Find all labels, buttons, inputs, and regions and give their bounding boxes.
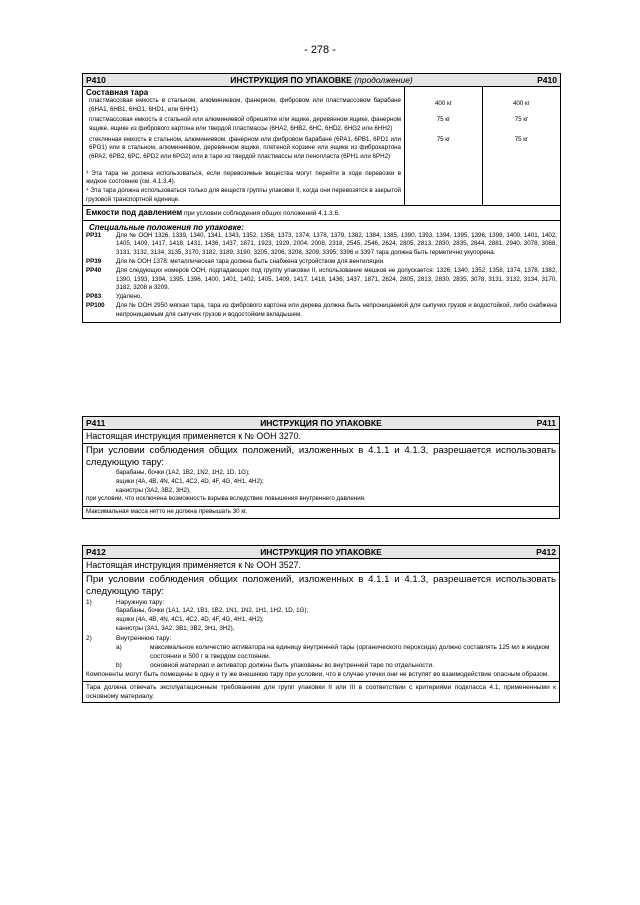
comb-row-1-v1: 400 кг <box>405 87 483 116</box>
page-number: - 278 - <box>304 44 336 56</box>
pressure-receptacles <box>83 206 561 220</box>
p410-table <box>82 73 561 323</box>
pressure-label: Емкости под давлением <box>86 208 183 218</box>
p411-item-drums: барабаны, бочки (1А2, 1В2, 1N2, 1Н2, 1D, 1G); <box>116 469 250 477</box>
p411-applies: Настоящая инструкция применяется к № ООН 3270. <box>83 430 560 444</box>
p412-applies: Настоящая инструкция применяется к № ООН 3527. <box>83 559 560 573</box>
p412-table <box>82 545 560 703</box>
p412-outer-jerricans: канистры (3А1, 3А2, 3В1, 3В2, 3Н1, 3Н2), <box>116 624 235 632</box>
comb-row-1: пластмассовая емкость в стальном, алюминиевом, фанерном, фибровом или пластмассовом барабане (6HA1, 6HB1, 6HG1, 6HD1, или 6HH1) <box>89 97 401 113</box>
special-provisions-title: Специальные положения по упаковке: <box>89 222 244 232</box>
p411-title: ИНСТРУКЦИЯ ПО УПАКОВКЕ <box>260 418 382 428</box>
p410-title: ИНСТРУКЦИЯ ПО УПАКОВКЕ (продолжение) <box>230 75 413 85</box>
footnote-3: ³ Эта тара не должна использоваться, если перевозимые вещества могут перейти в ходе перевозки в жидкое состояние (см. 4.1.3.4). <box>86 169 401 186</box>
comb-row-1-v2: 400 кг <box>483 87 561 116</box>
special-provisions <box>83 220 561 322</box>
provision-pp83: PP83 Удалено. <box>86 293 143 301</box>
p412-note-requirements: Тара должна отвечать эксплуатационным требованиям для групп упаковки II или III в соответствии с критериями подкласса 4.1, примененными к основному материалу. <box>83 681 560 702</box>
p410-header <box>83 74 561 87</box>
p411-header <box>83 417 560 430</box>
p411-max-mass: Максимальная масса нетто не должна превышать 30 кг. <box>83 507 560 519</box>
p411-item-boxes: ящики (4А, 4В, 4N, 4С1, 4С2, 4D, 4F, 4G, 4Н1, 4Н2); <box>116 478 264 486</box>
p411-intro: При условии соблюдения общих положений, изложенных в 4.1.1 и 4.1.3, разрешается использовать следующую тару: <box>86 445 556 469</box>
p412-inner-a: a) максимальное количество активатора на единицу внутренней тары (органического пероксида) должно составлять 125 мл в жидком состоянии и 500 г в твердом состоянии. <box>116 643 550 660</box>
pressure-text: при условии соблюдения общих положений 4.1.3.6. <box>182 210 340 218</box>
p412-outer-drums: барабаны, бочки (1А1, 1А2, 1В1, 1В2, 1N1, 1N2, 1Н1, 1Н2, 1D, 1G); <box>116 607 309 615</box>
comb-row-3-v1: 75 кг <box>405 135 483 206</box>
provision-pp40: PP40 Для следующих номеров ООН, подпадающих под группу упаковки II, использование мешков не допускается: 1326, 1340, 1352, 1358, 1374, 1378, 1382, 1390, 1393, 1394, 1395, 1396, 1400, 1401, 1402, 1405, 1409, 1417, 1418, 1436, 1437, 1871, 2624, 2805, 2813, 2830, 2835, 3078, 3131, 3132, 3134, 3170, 3182, 3208 и 3209. <box>86 266 557 292</box>
p411-item-jerricans: канистры (3А2, 3В2, 3Н2), <box>116 486 191 494</box>
footnote-4: ⁴ Эта тара должна использоваться только для веществ группы упаковки II, когда они перевозятся в закрытой грузовой транспортной единице. <box>86 187 401 203</box>
p412-note-components: Компоненты могут быть помещены в одну и ту же внешнюю тару при условии, что в случае утечки они не вступят во взаимодействие опасным образом. <box>86 670 550 678</box>
provision-pp100: PP100 Для № ООН 2950 мягкая тара, тара из фибрового картона или дерева должна быть непроницаемой для сыпучих грузов и водостойкой, либо снабжена непроницаемым для сыпучих грузов и водостойким вкладышем. <box>86 301 557 318</box>
p412-code-left: P412 <box>86 547 106 557</box>
comb-row-2-v1: 75 кг <box>405 115 483 134</box>
p411-code-right: P411 <box>536 418 556 428</box>
comb-row-3-v2: 75 кг <box>483 135 561 206</box>
p412-outer-label: 1) Наружную тару: <box>86 599 165 607</box>
provision-pp39: PP39 Для № ООН 1378: металлическая тара должна быть снабжена устройством для вентиляции. <box>86 257 385 265</box>
p411-code-left: P411 <box>86 418 106 428</box>
comb-row-3: стеклянная емкость в стальном, алюминиевом, фанерном или фибровом барабане (6PA1, 6PB1, 6PD1 или 6PG1) или в стальном, алюминиевом, деревянном ящике, плетеной корзине или ящике из фиброкартона (6PA2, 6PB2, 6PC, 6PD2 или 6PG2) или в таре из твердой пластмассы или пенопласта (6PH1 или 6PH2) <box>89 135 401 161</box>
p412-inner-b: b) основной материал и активатор должны быть упакованы во внутренней таре по отдельности. <box>116 661 434 669</box>
p412-title: ИНСТРУКЦИЯ ПО УПАКОВКЕ <box>260 547 382 557</box>
p412-inner-label: 2) Внутреннюю тару: <box>86 634 172 642</box>
p411-table <box>82 416 560 519</box>
p412-outer-boxes: ящики (4А, 4В, 4N, 4С1, 4С2, 4D, 4F, 4G, 4Н1, 4Н2); <box>116 616 264 624</box>
combination-packaging-header: Составная тара <box>86 88 149 97</box>
p410-code-left: P410 <box>86 75 106 85</box>
p410-code-right: P410 <box>537 75 557 85</box>
p412-code-right: P412 <box>536 547 556 557</box>
comb-row-2-v2: 75 кг <box>483 115 561 134</box>
p411-condition: при условии, что исключена возможность взрыва вследствие повышения внутреннего давления. <box>86 495 366 503</box>
comb-row-2: пластмассовая емкость в стальной или алюминиевой обрешетке или ящике, деревянном ящике, фанерном ящике, ящике из фибрового картона или твердой пластмассы (6HA2, 6HB2, 6HC, 6HD2, 6HG2 или 6HH2) <box>89 116 402 133</box>
p412-intro: При условии соблюдения общих положений, изложенных в 4.1.1 и 4.1.3, разрешается использовать следующую тару: <box>86 574 556 598</box>
provision-pp31: PP31 Для № ООН 1326, 1339, 1340, 1341, 1343, 1352, 1358, 1373, 1374, 1378, 1379, 1382, 1384, 1385, 1390, 1393, 1394, 1395, 1396, 1398, 1400, 1401, 1402, 1405, 1409, 1417, 1418, 1431, 1436, 1437, 1871, 1923, 1929, 2004, 2008, 2318, 2545, 2546, 2624, 2805, 2813, 2830, 2835, 2844, 2881, 2940, 3078, 3088, 3131, 3132, 3134, 3135, 3170, 3182, 3189, 3190, 3205, 3206, 3208, 3209, 3395, 3396 и 3397 тара должна быть герметично укупорена. <box>86 231 557 257</box>
p412-header <box>83 546 560 559</box>
